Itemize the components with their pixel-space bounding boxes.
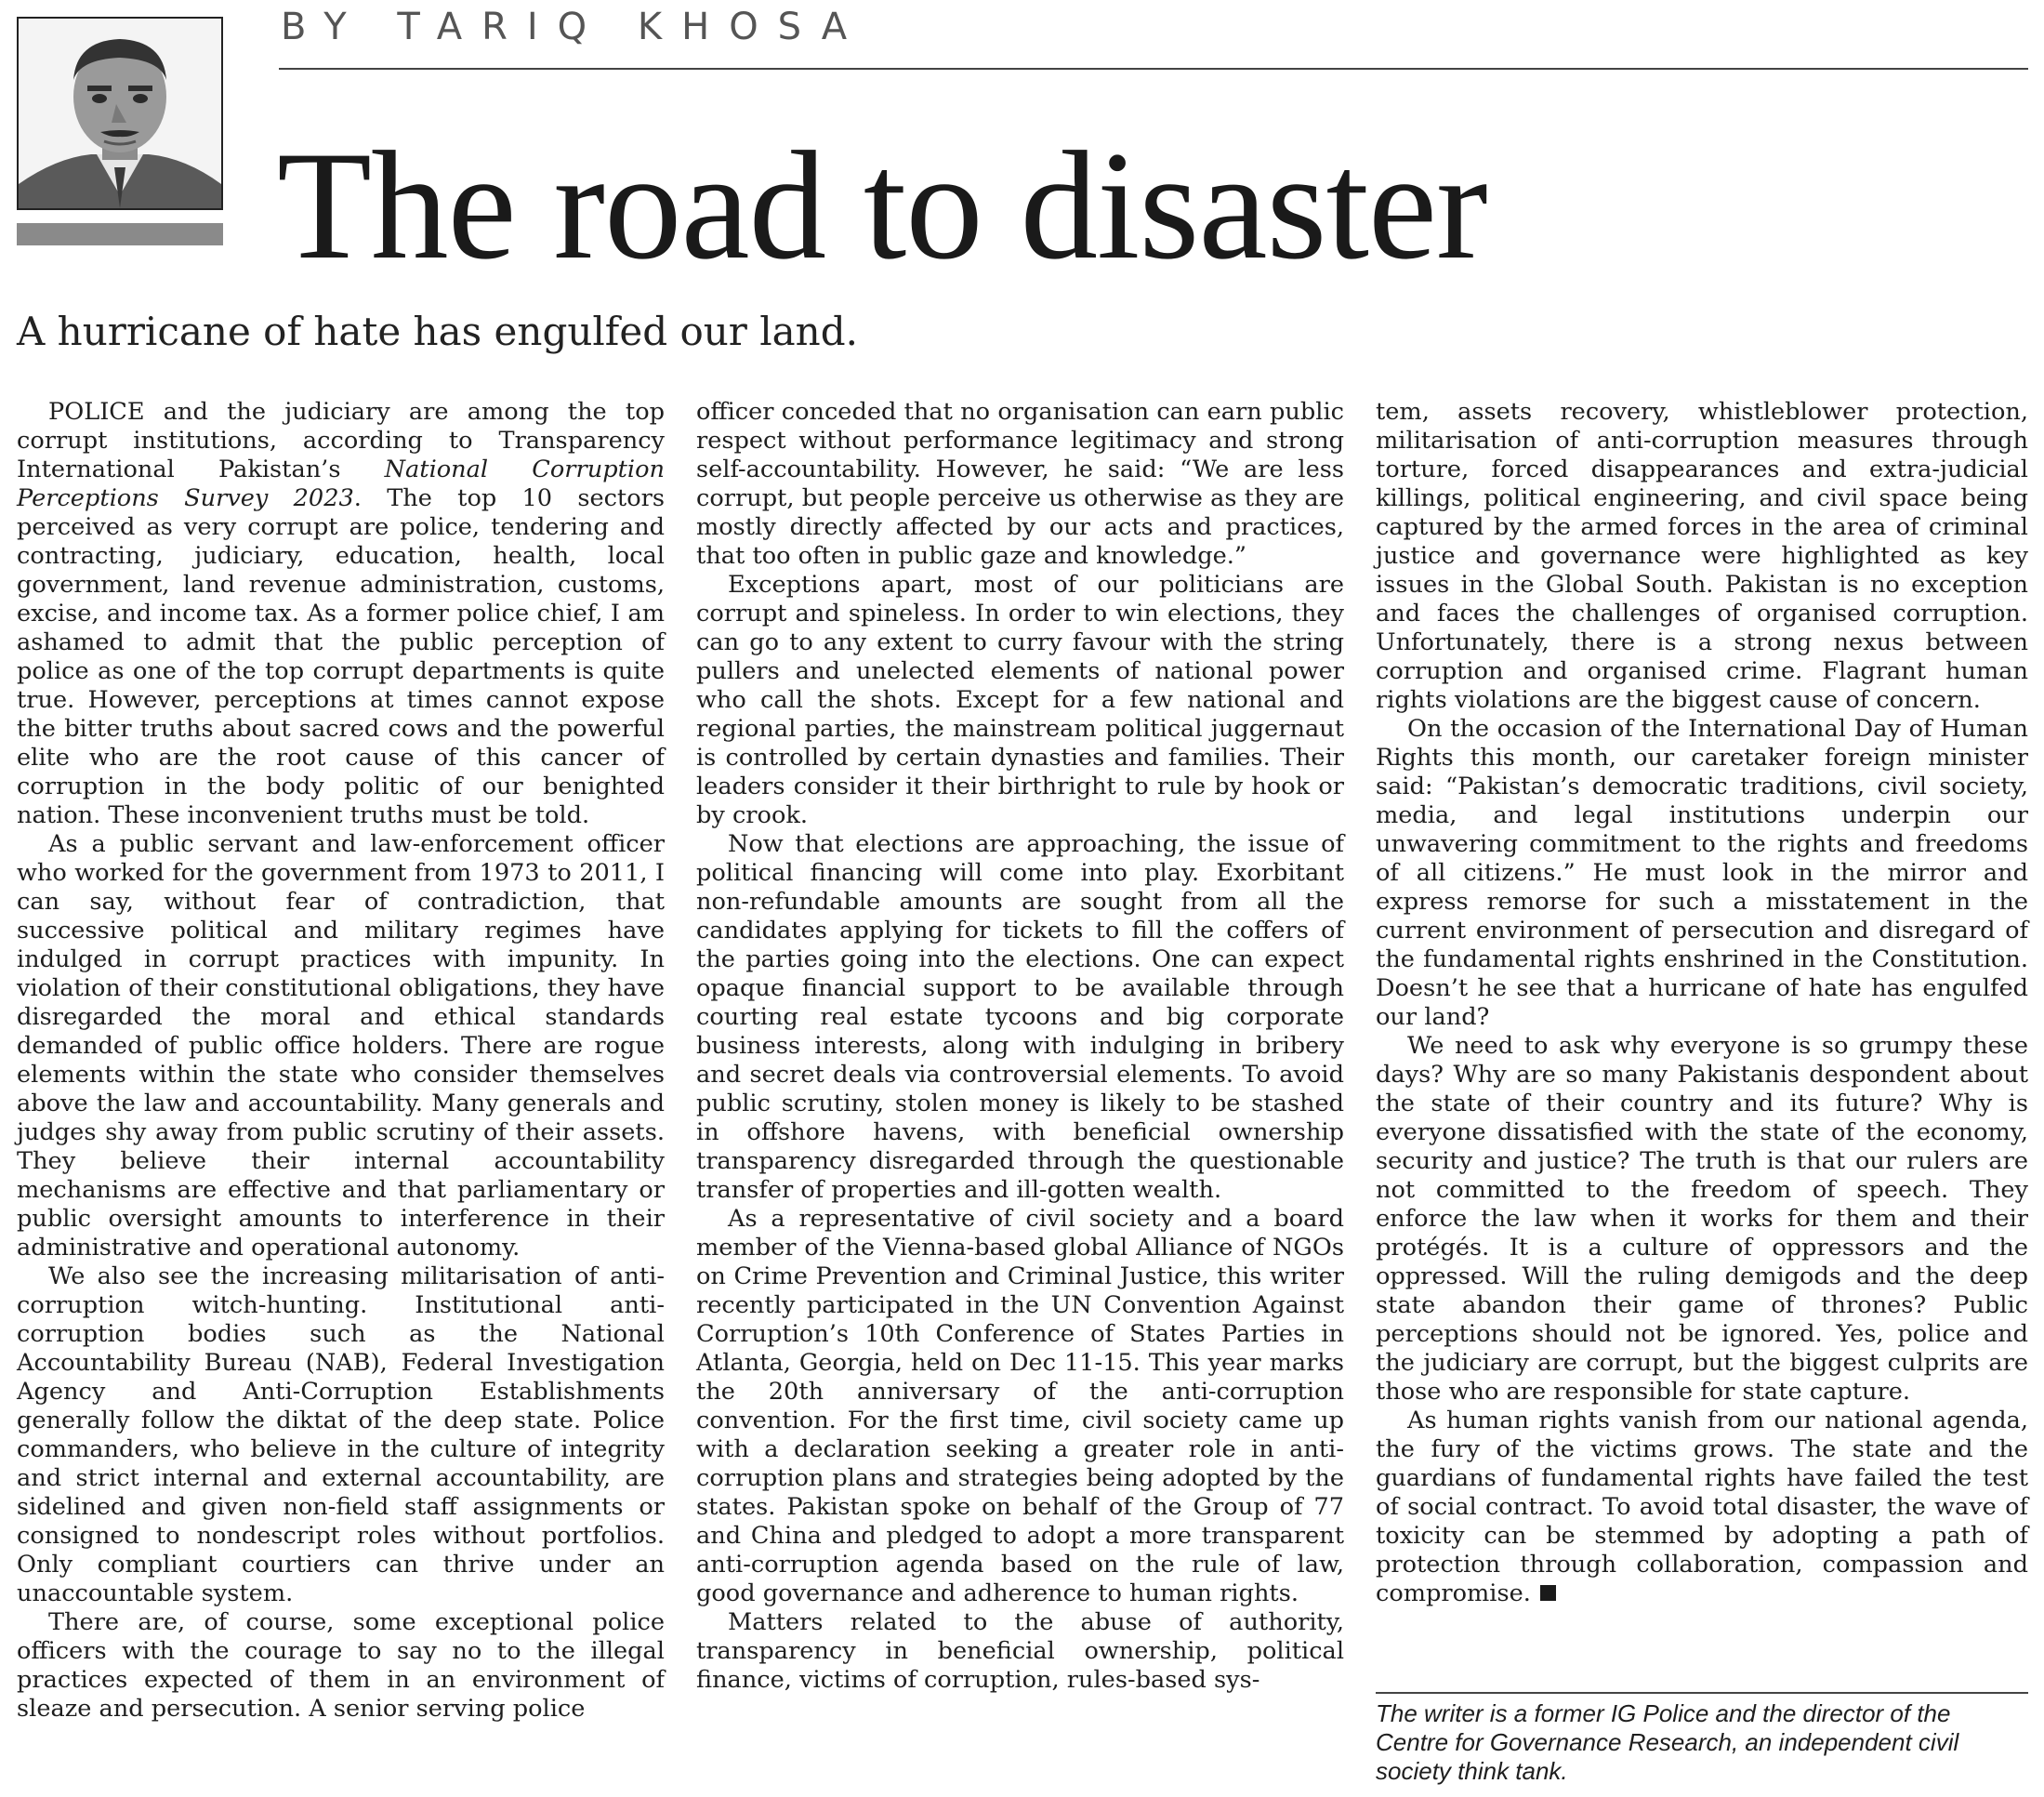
paragraph: Exceptions apart, most of our politicians are corrupt and spineless. In order to win elections, they can go to any extent to curry favour with the string pullers and unelected elements of national power who call the shots. Except for a few national and regional parties, the mainstream political juggernaut is controlled by certain dynasties and families. Their leaders consider it their birthright to rule by hook or by crook.	[696, 571, 1344, 829]
paragraph: We need to ask why everyone is so grumpy these days? Why are so many Pakistanis despondent about the state of their country and its future? Why is everyone dissatisfied with the state of the economy, security and justice? The truth is that our rulers are not committed to the freedom of speech. They enforce the law when it works for them and their protégés. It is a culture of oppressors and the oppressed. Will the ruling demigods and the deep state abandon their game of thrones? Public perceptions should not be ignored. Yes, police and the judiciary are corrupt, but the biggest culprits are those who are responsible for state capture.	[1376, 1032, 2028, 1406]
author-photo	[17, 17, 223, 210]
paragraph-text: POLICE and the judiciary are among the top corrupt institutions, according to Transparency International Pakistan’s	[17, 398, 665, 483]
article-column-1	[17, 398, 665, 1724]
paragraph	[17, 398, 665, 830]
byline: BY TARIQ KHOSA	[281, 6, 867, 48]
paragraph: Matters related to the abuse of authority, transparency in beneficial ownership, political finance, victims of corruption, rules-based sys-	[696, 1608, 1344, 1694]
photo-accent-bar	[17, 223, 223, 245]
paragraph-text: As human rights vanish from our national agenda, the fury of the victims grows. The state and the guardians of fundamental rights have failed the test of social contract. To avoid total disaster, the wave of toxicity can be stemmed by adopting a path of protection through collaboration, compassion and compromise.	[1376, 1407, 2028, 1607]
header-rule	[279, 68, 2028, 70]
survey-title: National Corruption Perceptions Survey 2023	[17, 456, 665, 512]
headline: The road to disaster	[277, 120, 1487, 292]
standfirst: A hurricane of hate has engulfed our land.	[17, 309, 858, 354]
article-column-3	[1376, 398, 2028, 1608]
paragraph-text: . The top 10 sectors perceived as very corrupt are police, tendering and contracting, judiciary, education, health, local government, land revenue administration, customs, excise, and income tax. As a former police chief, I am ashamed to admit that the public perception of police as one of the top corrupt departments is quite true. However, perceptions at times cannot expose the bitter truths about sacred cows and the powerful elite who are the root cause of this cancer of corruption in the body politic of our benighted nation. These inconvenient truths must be told.	[17, 484, 665, 829]
paragraph: tem, assets recovery, whistleblower protection, militarisation of anti-corruption measures through torture, forced disappearances and extra-judicial killings, political engineering, and civil space being captured by the armed forces in the area of criminal justice and governance were highlighted as key issues in the Global South. Pakistan is no exception and faces the challenges of organised corruption. Unfortunately, there is a strong nexus between corruption and organised crime. Flagrant human rights violations are the biggest cause of concern.	[1376, 398, 2028, 714]
paragraph: Now that elections are approaching, the issue of political financing will come into play. Exorbitant non-refundable amounts are sought from all the candidates applying for tickets to fill the coffers of the parties going into the elections. One can expect opaque financial support to be available through courting real estate tycoons and big corporate business interests, along with indulging in bribery and secret deals via controversial elements. To avoid public scrutiny, stolen money is likely to be stashed in offshore havens, with beneficial ownership transparency disregarded through the questionable transfer of properties and ill-gotten wealth.	[696, 830, 1344, 1204]
paragraph: As a representative of civil society and a board member of the Vienna-based global Alliance of NGOs on Crime Prevention and Criminal Justice, this writer recently participated in the UN Convention Against Corruption’s 10th Conference of States Parties in Atlanta, Georgia, held on Dec 11-15. This year marks the 20th anniversary of the anti-corruption convention. For the first time, civil society came up with a declaration seeking a greater role in anti-corruption plans and strategies being adopted by the states. Pakistan spoke on behalf of the Group of 77 and China and pledged to adopt a more transparent anti-corruption agenda based on the rule of law, good governance and adherence to human rights.	[696, 1205, 1344, 1607]
author-portrait	[19, 19, 221, 208]
author-bio: The writer is a former IG Police and the director of the Centre for Governance Research, an independent civil society think tank.	[1376, 1699, 1959, 1785]
paragraph: officer conceded that no organisation can earn public respect without performance legitimacy and strong self-accountability. However, he said: “We are less corrupt, but people perceive us otherwise as they are mostly directly affected by our acts and practices, that too often in public gaze and knowledge.”	[696, 398, 1344, 570]
paragraph: As a public servant and law-enforcement officer who worked for the government from 1973 to 2011, I can say, without fear of contradiction, that successive political and military regimes have indulged in corrupt practices with impunity. In violation of their constitutional obligations, they have disregarded the moral and ethical standards demanded of public office holders. There are rogue elements within the state who consider themselves above the law and accountability. Many generals and judges shy away from public scrutiny of their assets. They believe their internal accountability mechanisms are effective and that parliamentary or public oversight amounts to interference in their administrative and operational autonomy.	[17, 830, 665, 1262]
bio-rule	[1376, 1692, 2028, 1694]
paragraph: On the occasion of the International Day of Human Rights this month, our caretaker foreign minister said: “Pakistan’s democratic traditions, civil society, media, and legal institutions underpin our unwavering commitment to the rights and freedoms of all citizens.” He must look in the mirror and express remorse for such a misstatement in the current environment of persecution and disregard of the fundamental rights enshrined in the Constitution. Doesn’t he see that a hurricane of hate has engulfed our land?	[1376, 715, 2028, 1031]
paragraph: There are, of course, some exceptional police officers with the courage to say no to the illegal practices expected of them in an environment of sleaze and persecution. A senior serving police	[17, 1608, 665, 1723]
end-mark-icon	[1540, 1585, 1556, 1601]
paragraph	[1376, 1407, 2028, 1608]
paragraph: We also see the increasing militarisation of anti-corruption witch-hunting. Institutional anti-corruption bodies such as the National Accountability Bureau (NAB), Federal Investigation Agency and Anti-Corruption Establishments generally follow the diktat of the deep state. Police commanders, who believe in the culture of integrity and strict internal and external accountability, are sidelined and given non-field staff assignments or consigned to nondescript roles without portfolios. Only compliant courtiers can thrive under an unaccountable system.	[17, 1262, 665, 1607]
article-column-2	[696, 398, 1344, 1695]
